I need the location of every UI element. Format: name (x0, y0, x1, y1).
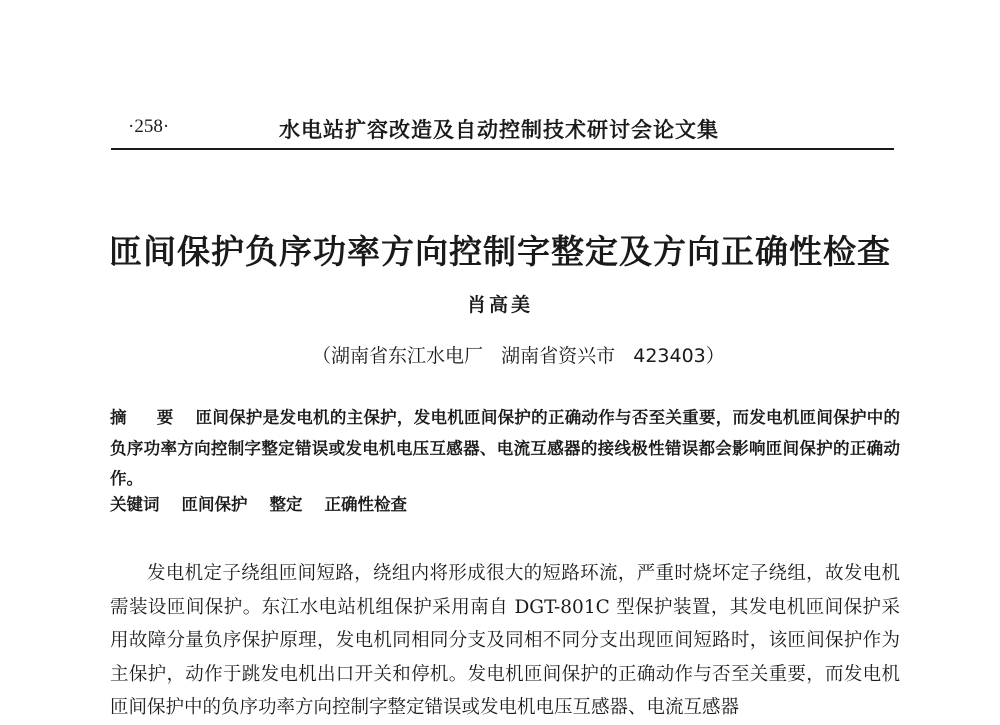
paper-title: 匝间保护负序功率方向控制字整定及方向正确性检查 (109, 232, 891, 271)
abstract-section (110, 403, 900, 495)
journal-title: 水电站扩容改造及自动控制技术研讨会论文集 (279, 118, 719, 142)
author-name: 肖高美 (466, 294, 533, 316)
author-affiliation: （湖南省东江水电厂 湖南省资兴市 423403） (312, 345, 725, 367)
keyword-item: 正确性检查 (324, 495, 407, 514)
keywords-section (110, 491, 429, 515)
body-paragraph: 发电机定子绕组匝间短路，绕组内将形成很大的短路环流，严重时烧坏定子绕组，故发电机需装设匝间保护。东江水电站机组保护采用南自 DGT-801C 型保护装置，其发电机匝间保护采用故障分量负序保护原理，发电机同相同分支及同相不同分支出现匝间短路时，该匝间保护作为主保护，动作于跳发电机出口开关和停机。发电机匝间保护的正确动作与否至关重要，而发电机匝间保护中的负序功率方向控制字整定错误或发电机电压互感器、电流互感器 (110, 563, 900, 718)
abstract-label: 摘 要 (110, 408, 186, 427)
page-number: ·258· (128, 116, 170, 137)
running-header (111, 114, 894, 150)
keyword-item: 匝间保护 (181, 495, 248, 514)
keywords-label: 关键词 (110, 495, 160, 514)
keyword-item: 整定 (269, 495, 303, 514)
abstract-text: 匝间保护是发电机的主保护，发电机匝间保护的正确动作与否至关重要，而发电机匝间保护中的负序功率方向控制字整定错误或发电机电压互感器、电流互感器的接线极性错误都会影响匝间保护的正确动作。 (110, 408, 901, 488)
